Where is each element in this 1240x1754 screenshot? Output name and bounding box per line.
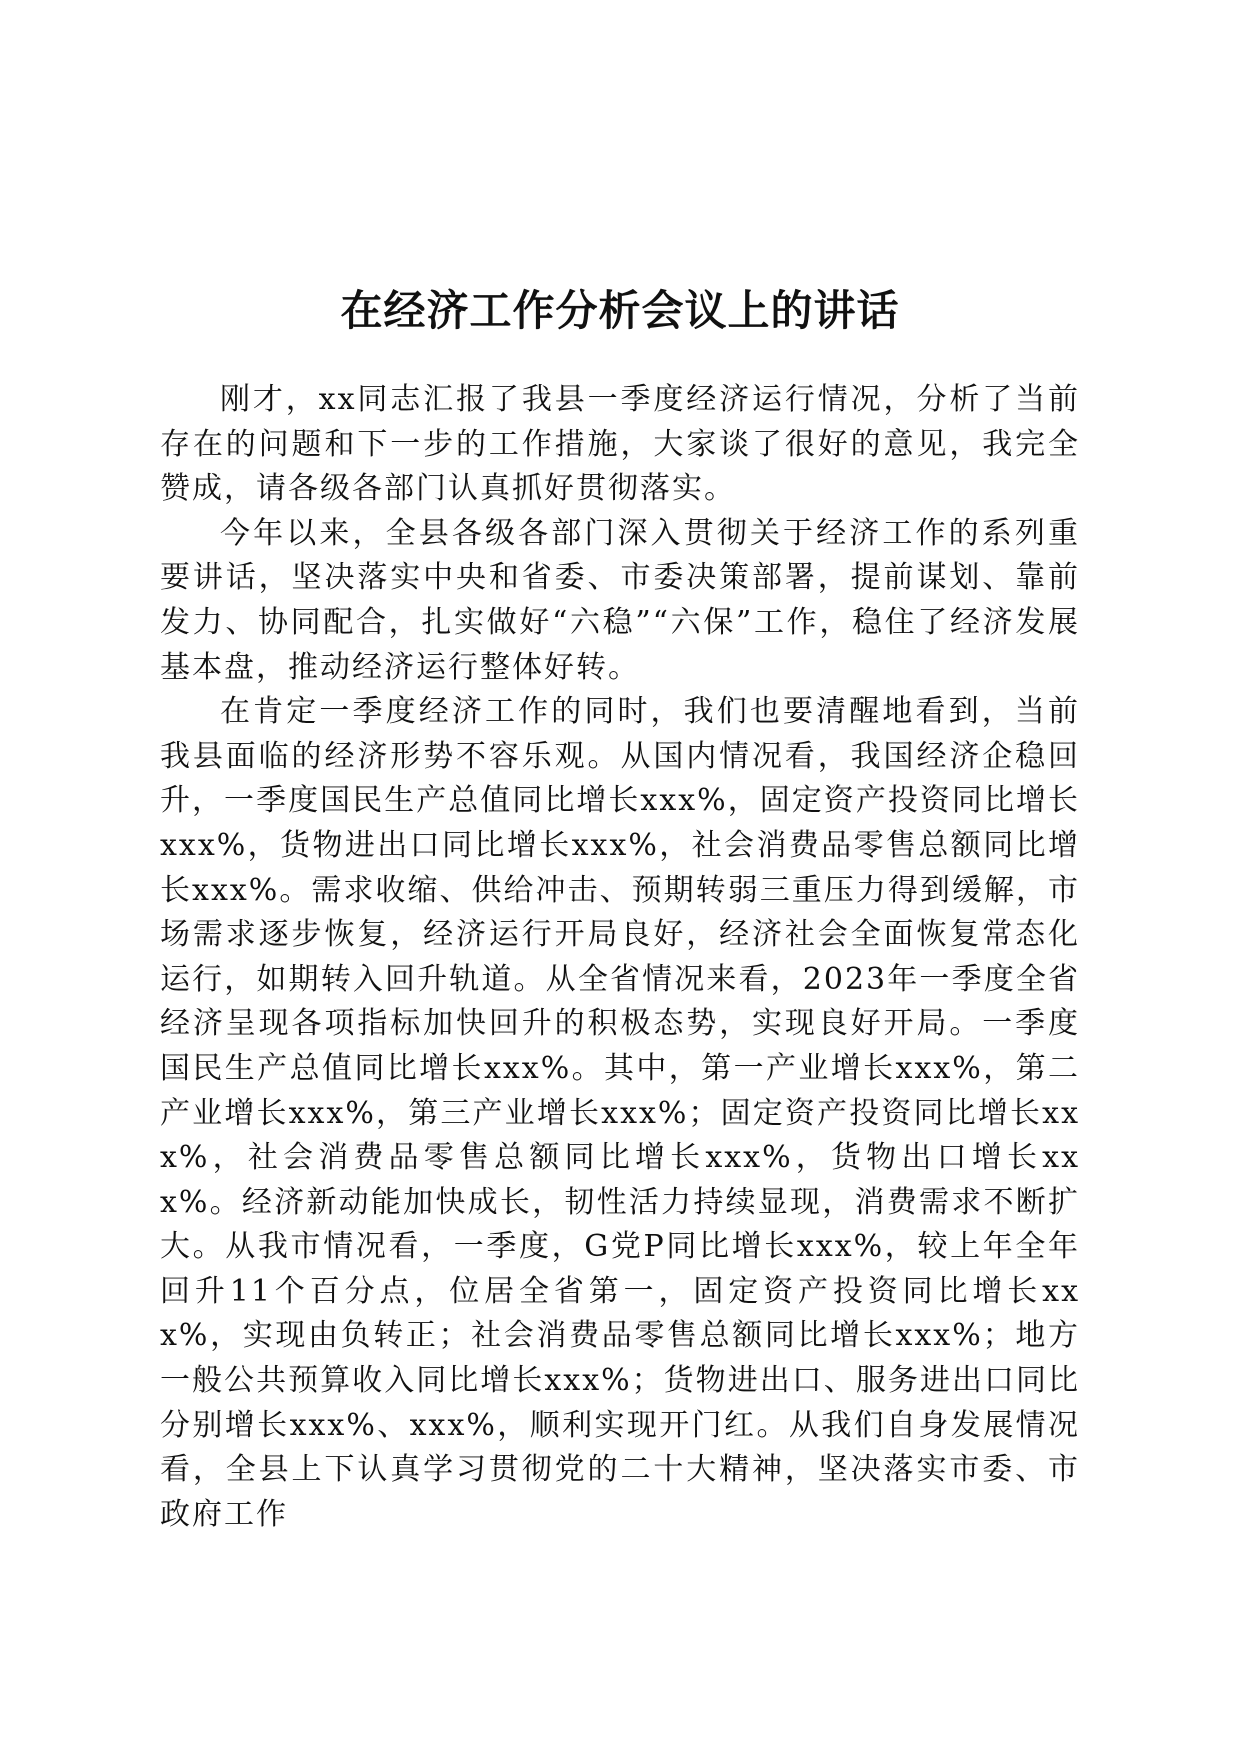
paragraph: 刚才，xx同志汇报了我县一季度经济运行情况，分析了当前存在的问题和下一步的工作措施，大家谈了很好的意见，我完全赞成，请各级各部门认真抓好贯彻落实。: [160, 382, 1080, 507]
document-body: [160, 378, 1080, 1537]
document-title: 在经济工作分析会议上的讲话: [340, 286, 900, 336]
paragraph: 在肯定一季度经济工作的同时，我们也要清醒地看到，当前我县面临的经济形势不容乐观。从国内情况看，我国经济企稳回升，一季度国民生产总值同比增长xxx%，固定资产投资同比增长xxx%，货物进出口同比增长xxx%，社会消费品零售总额同比增长xxx%。需求收缩、供给冲击、预期转弱三重压力得到缓解，市场需求逐步恢复，经济运行开局良好，经济社会全面恢复常态化运行，如期转入回升轨道。从全省情况来看，2023年一季度全省经济呈现各项指标加快回升的积极态势，实现良好开局。一季度国民生产总值同比增长xxx%。其中，第一产业增长xxx%，第二产业增长xxx%，第三产业增长xxx%；固定资产投资同比增长xxx%，社会消费品零售总额同比增长xxx%，货物出口增长xxx%。经济新动能加快成长，韧性活力持续显现，消费需求不断扩大。从我市情况看，一季度，G党P同比增长xxx%，较上年全年回升11个百分点，位居全省第一，固定资产投资同比增长xxx%，实现由负转正；社会消费品零售总额同比增长xxx%；地方一般公共预算收入同比增长xxx%；货物进出口、服务进出口同比分别增长xxx%、xxx%，顺利实现开门红。从我们自身发展情况看，全县上下认真学习贯彻党的二十大精神，坚决落实市委、市政府工作: [160, 694, 1080, 1532]
paragraph: 今年以来，全县各级各部门深入贯彻关于经济工作的系列重要讲话，坚决落实中央和省委、市委决策部署，提前谋划、靠前发力、协同配合，扎实做好“六稳”“六保”工作，稳住了经济发展基本盘，推动经济运行整体好转。: [160, 515, 1080, 685]
